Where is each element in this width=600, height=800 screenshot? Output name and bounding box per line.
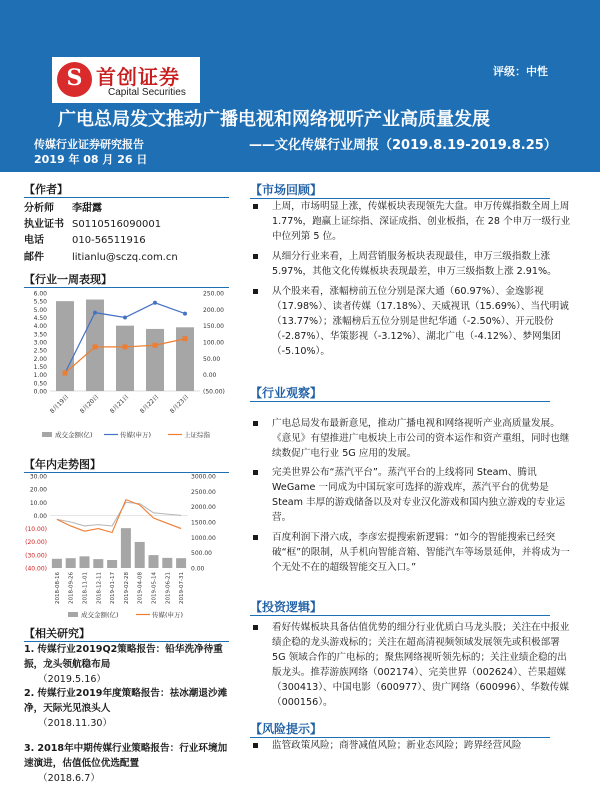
- y-tick-label-right: 2000.00: [191, 504, 216, 512]
- y-tick-label-left: 10.00: [29, 499, 47, 507]
- bar: [146, 329, 164, 391]
- data-point: [63, 371, 68, 376]
- x-tick-label: 2019-05-14: [151, 572, 158, 604]
- series-line: [57, 502, 181, 526]
- x-tick-label: 2019-07-31: [179, 572, 186, 604]
- bar: [116, 326, 134, 391]
- y-tick-label-left: 0.00: [33, 388, 47, 396]
- y-tick-label-right: 50.00: [203, 355, 221, 363]
- report-title: 广电总局发文推动广播电视和网络视听产业高质量发展: [58, 109, 490, 130]
- y-tick-label-left: 20.00: [29, 486, 47, 494]
- logic-bullet: 看好传媒板块具备估值优势的细分行业优质白马龙头股；关注在中报业绩企稳的龙头游戏标的；关注在超高清视频领域发展领先或积极部署 5G 领域合作的广电标的；聚焦网络视听领先标的；关注业绩企稳的出版龙头。推荐游族网络（002174）、完美世界（002624）、芒果超媒（300413）、中国电影（600977）、贵广网络（600996）、华数传媒（000156）。: [253, 620, 573, 710]
- y-tick-label-right: 150.00: [203, 323, 224, 331]
- x-tick-label: 2019-04-08: [137, 572, 144, 604]
- y-tick-label-left: 0.00: [33, 512, 47, 520]
- y-tick-label-left: 2.00: [33, 355, 47, 363]
- author-heading: 【作者】: [24, 181, 229, 198]
- author-row: 执业证书 S0110516090001: [24, 219, 162, 230]
- y-tick-label-left: 4.00: [33, 323, 47, 331]
- y-tick-label-left: (20.00): [25, 539, 47, 547]
- x-tick-label: 8月23日: [168, 393, 191, 415]
- market-bullet: 从个股来看，涨幅榜前五位分别是深大通（60.97%）、金逸影视（17.98%）、读者传媒（17.18%）、天威视讯（15.69%）、当代明诚（13.77%）；涨幅榜后五位分别是世纪华通（-2.50%）、开元股份（-2.87%）、华策影视（-3.12%）、湖北广电（-4.12%）、梦网集团（-5.10%）。: [253, 284, 573, 359]
- x-tick-label: 8月20日: [78, 393, 101, 415]
- bar: [93, 559, 103, 568]
- x-tick-label: 2018-11-01: [82, 572, 89, 604]
- y-tick-label-left: 1.50: [33, 364, 47, 371]
- bar: [162, 558, 172, 568]
- y-tick-label-right: 1500.00: [191, 519, 216, 527]
- market-review-heading: 【市场回顾】: [250, 181, 550, 199]
- data-point: [153, 343, 158, 348]
- bar: [56, 301, 74, 391]
- y-tick-label-left: 4.50: [33, 315, 47, 322]
- report-department: 传媒行业证券研究报告: [34, 138, 144, 151]
- x-tick-label: 2018-08-16: [54, 572, 61, 604]
- y-tick-label-right: 200.00: [203, 306, 224, 314]
- rating-label: 评级：中性: [493, 65, 548, 78]
- yearly-trend-chart: [20, 472, 235, 620]
- author-row: 邮件 litianlu@sczq.com.cn: [24, 252, 178, 263]
- y-tick-label-right: 100.00: [203, 339, 224, 347]
- legend-label: 成交金额(亿): [55, 431, 93, 439]
- x-tick-label: 8月21日: [108, 393, 131, 415]
- report-date: 2019 年 08 月 26 日: [34, 153, 148, 166]
- y-tick-label-left: 3.00: [33, 339, 47, 347]
- y-tick-label-left: (30.00): [25, 552, 47, 560]
- legend-swatch: [42, 432, 52, 437]
- series-line: [57, 500, 181, 533]
- industry-watch-heading: 【行业观察】: [250, 384, 550, 402]
- y-tick-label-left: 0.50: [33, 380, 47, 388]
- report-header: [0, 0, 600, 172]
- logo-mark: S: [57, 62, 92, 97]
- industry-bullet: 完美世界公布“蒸汽平台”。蒸汽平台的上线将同 Steam、腾讯 WeGame 一同成为中国玩家可选择的游戏库，蒸汽平台的优势是 Steam 丰厚的游戏储备以及对专业汉化游戏和国内独立游戏的专业运营。: [253, 465, 573, 525]
- logo-english-name: Capital Securities: [108, 87, 186, 98]
- y-tick-label-right: 250.00: [203, 290, 224, 298]
- x-tick-label: 2019-06-21: [165, 572, 172, 604]
- y-tick-label-right: 500.00: [191, 550, 212, 558]
- y-tick-label-left: (10.00): [25, 526, 47, 534]
- y-tick-label-left: 30.00: [29, 473, 47, 481]
- author-row: 分析师 李甜露: [24, 203, 102, 214]
- bar: [107, 560, 117, 568]
- related-heading: 【相关研究】: [24, 625, 229, 642]
- y-tick-label-left: 2.50: [33, 347, 47, 355]
- market-bullet: 从细分行业来看，上周营销服务板块表现最佳，申万三级指数上涨 5.97%，其他文化传媒板块表现最差，申万三级指数上涨 2.91%。: [253, 249, 573, 279]
- y-tick-label-right: 0.00: [203, 372, 217, 380]
- legend-label: 成交金额(亿): [81, 611, 119, 619]
- data-point: [123, 344, 128, 349]
- bar: [135, 542, 145, 568]
- risk-heading: 【风险提示】: [250, 720, 550, 738]
- y-tick-label-left: 1.00: [33, 372, 47, 380]
- legend-label: 上证综指: [184, 431, 210, 439]
- data-point: [183, 336, 188, 341]
- bar: [121, 528, 131, 568]
- x-tick-label: 2018-12-11: [96, 572, 103, 604]
- yearly-chart-heading: 【年内走势图】: [24, 456, 229, 473]
- y-tick-label-left: (40.00): [25, 565, 47, 573]
- y-tick-label-right: 2500.00: [191, 488, 216, 496]
- y-tick-label-left: 5.00: [33, 306, 47, 314]
- data-point: [123, 316, 127, 320]
- industry-bullet: 广电总局发布最新意见，推动广播电视和网络视听产业高质量发展。《意见》有望推进广电板块上市公司的资本运作和资产重组，同时也继续数促广电行业 5G 应用的发展。: [253, 416, 573, 461]
- author-email[interactable]: litianlu@sczq.com.cn: [72, 252, 178, 263]
- bar: [80, 556, 90, 568]
- related-item[interactable]: 2. 传媒行业2019年度策略报告：祛冰潮退沙滩净，天际光见浪头人 （2018.11.30）: [24, 688, 228, 729]
- report-subtitle: ——文化传媒行业周报（2019.8.19-2019.8.25）: [249, 138, 557, 153]
- investment-logic-heading: 【投资逻辑】: [250, 598, 550, 616]
- legend-swatch: [68, 612, 78, 617]
- weekly-performance-chart: [20, 287, 235, 447]
- legend-label: 传媒(申万): [120, 431, 152, 439]
- x-tick-label: 8月22日: [138, 393, 161, 415]
- data-point: [153, 301, 157, 305]
- related-item[interactable]: 1. 传媒行业2019Q2策略报告：铅华洗净待重振，龙头领航稳布局 （2019.5.16）: [24, 644, 223, 685]
- bar: [52, 559, 62, 568]
- company-logo: [52, 57, 200, 103]
- y-tick-label-left: 3.50: [33, 331, 47, 339]
- logo-chinese-name: 首创证券: [96, 65, 180, 89]
- bar: [66, 558, 76, 568]
- y-tick-label-right: 1000.00: [191, 534, 216, 542]
- industry-bullet: 百度利润下滑六成，李彦宏提搜索新逻辑：“如今的智能搜索已经突破“框”的限制，从手机向智能音箱、智能汽车等场景延伸，并将成为一个无处不在的超级智能交互入口。”: [253, 530, 573, 575]
- y-tick-label-right: (50.00): [203, 388, 225, 396]
- y-tick-label-right: 3000.00: [191, 473, 216, 481]
- risk-bullet: 监管政策风险；商誉减值风险；新业态风险；跨界经营风险: [253, 738, 573, 753]
- bar: [176, 558, 186, 568]
- x-tick-label: 2019-02-28: [123, 572, 130, 604]
- y-tick-label-right: 0.00: [191, 565, 205, 573]
- weekly-chart-heading: 【行业一周表现】: [24, 271, 229, 288]
- legend-label: 传媒(申万): [152, 611, 184, 619]
- related-item[interactable]: 3. 2018年中期传媒行业策略报告：行业环境加速演进，估值低位优选配置 （2018.6.7）: [24, 743, 228, 784]
- data-point: [93, 344, 98, 349]
- x-tick-label: 2019-01-17: [110, 572, 117, 604]
- market-bullet: 上周，市场明显上涨，传媒板块表现领先大盘。申万传媒指数全周上周 1.77%，跑赢上证综指、深证成指、创业板指，在 28 个申万一级行业中位列第 5 位。: [253, 199, 573, 244]
- data-point: [183, 312, 187, 316]
- y-tick-label-left: 5.50: [33, 298, 47, 306]
- data-point: [93, 311, 97, 315]
- author-row: 电话 010-56511916: [24, 235, 146, 246]
- x-tick-label: 2018-09-26: [68, 572, 75, 604]
- x-tick-label: 8月19日: [48, 393, 71, 415]
- bar: [149, 555, 159, 568]
- y-tick-label-left: 6.00: [33, 290, 47, 298]
